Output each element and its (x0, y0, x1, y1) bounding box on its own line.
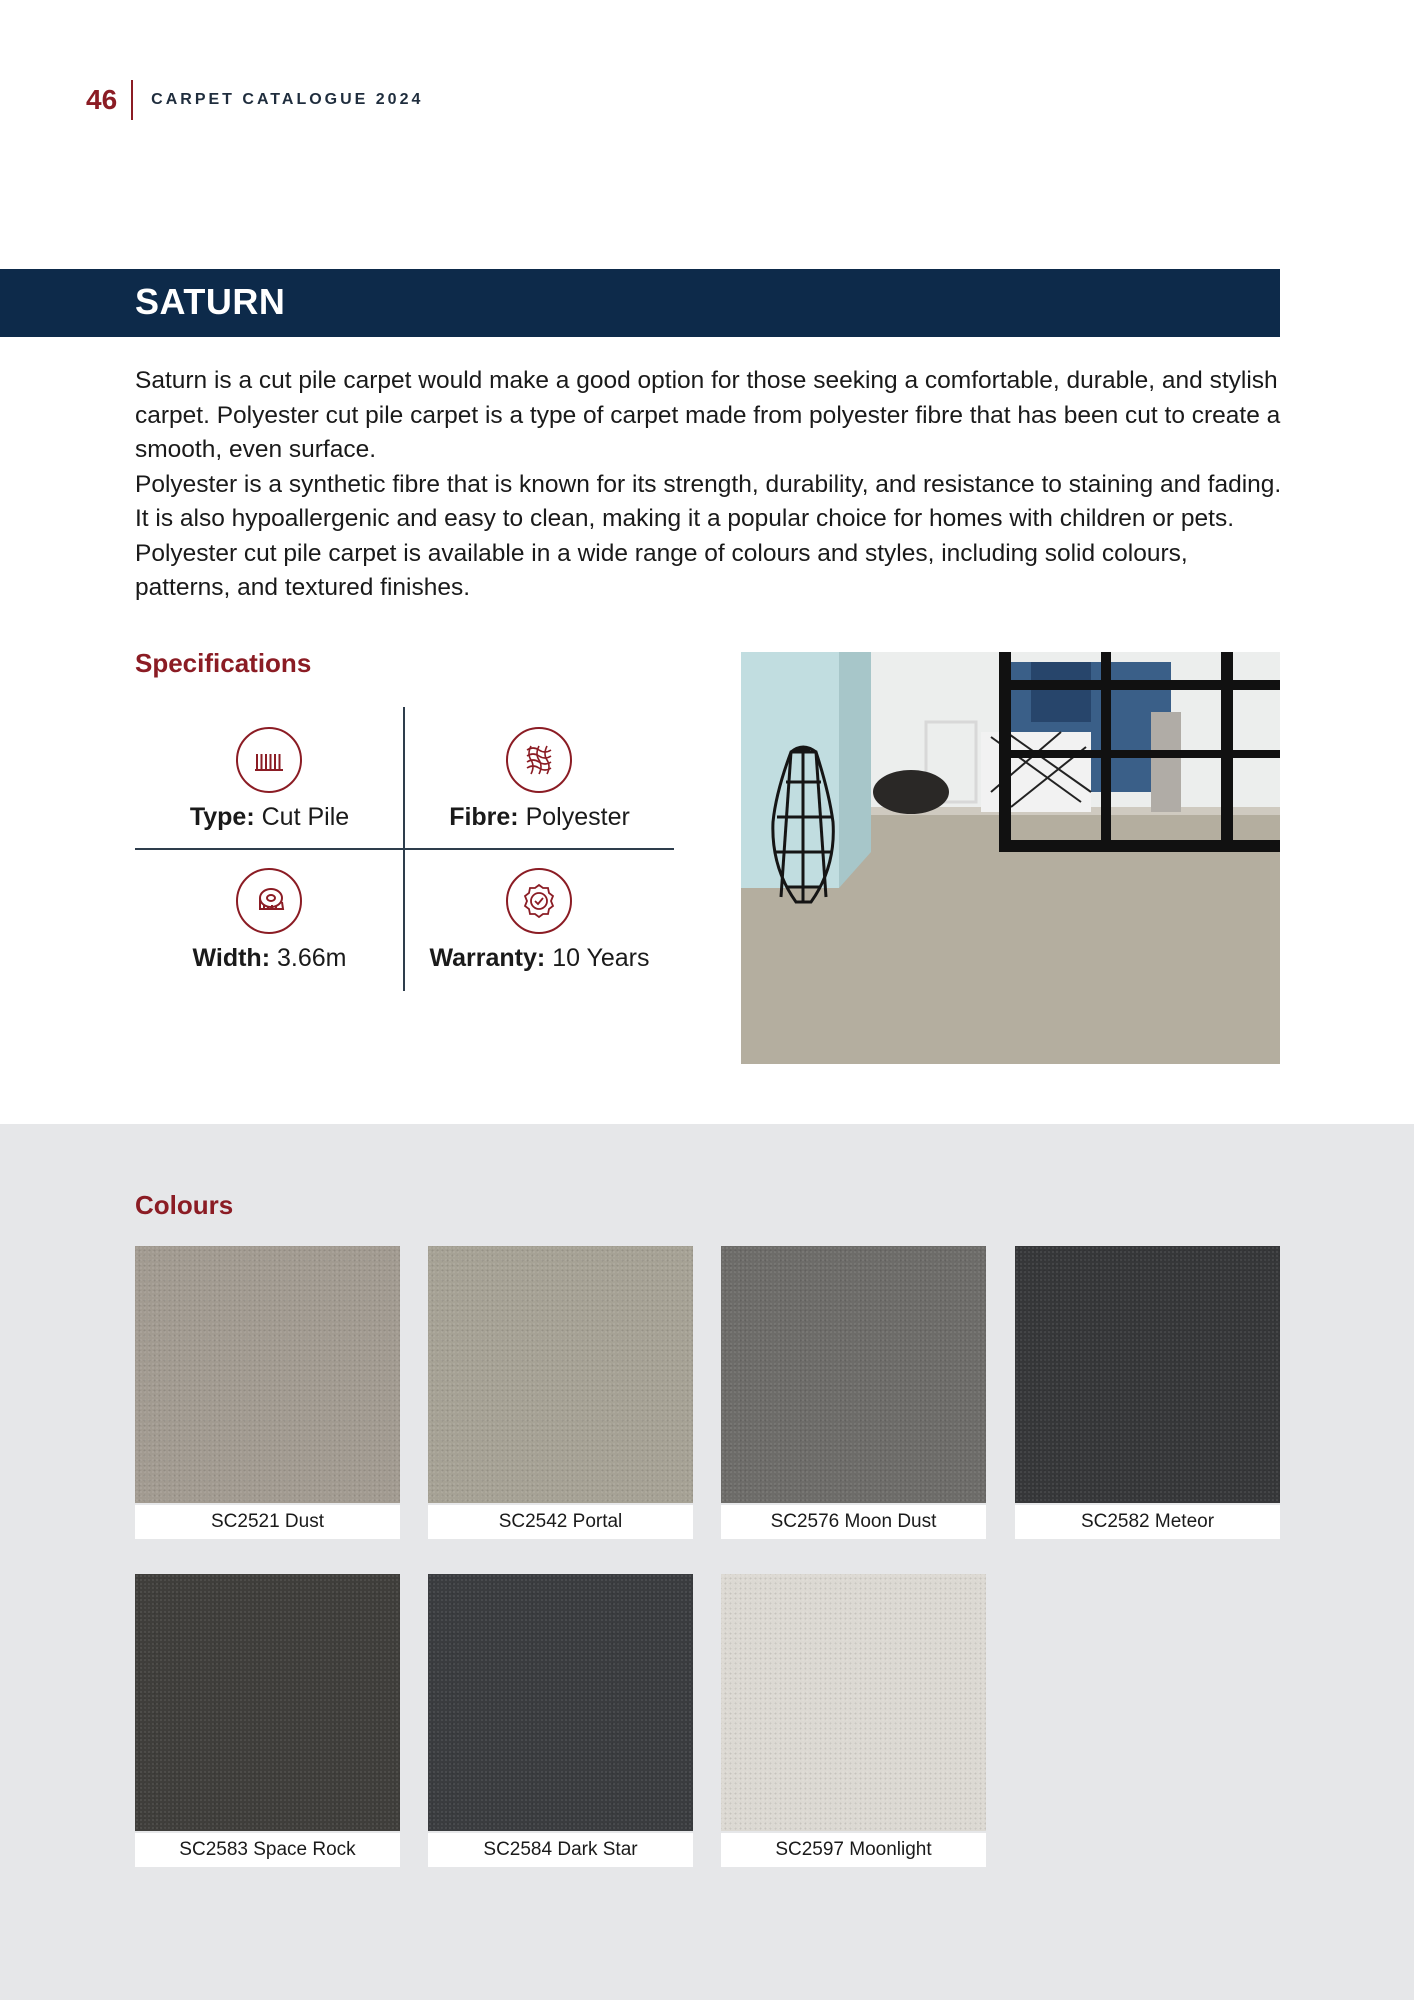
warranty-badge-icon (506, 868, 572, 934)
spec-fibre (405, 707, 674, 848)
room-scene (741, 652, 1280, 1064)
swatch-tile (428, 1574, 693, 1831)
tape-measure-icon (236, 868, 302, 934)
colours-section (0, 1124, 1414, 2000)
colour-swatch[interactable] (135, 1574, 400, 1867)
colour-swatch[interactable] (428, 1574, 693, 1867)
spec-type (135, 707, 404, 848)
spec-warranty (405, 850, 674, 991)
swatch-tile (721, 1574, 986, 1831)
swatch-caption: SC2582 Meteor (1015, 1505, 1280, 1539)
product-title: SATURN (135, 281, 286, 322)
description-paragraph: Saturn is a cut pile carpet would make a good option for those seeking a comfortable, durable, and stylish carpet. Polyester cut pile carpet is a type of carpet made from polyester fibre that has been cut to create a smooth, even surface. (135, 367, 1281, 463)
colour-swatch[interactable] (721, 1246, 986, 1539)
swatch-caption: SC2597 Moonlight (721, 1833, 986, 1867)
spec-warranty-label: Warranty: 10 Years (429, 944, 650, 972)
swatch-tile (1015, 1246, 1280, 1503)
product-description (135, 364, 1285, 606)
spec-width-label: Width: 3.66m (192, 944, 347, 972)
swatch-tile (135, 1246, 400, 1503)
swatch-caption: SC2542 Portal (428, 1505, 693, 1539)
spec-type-label: Type: Cut Pile (189, 803, 350, 831)
spec-width (135, 850, 404, 991)
catalogue-title: CARPET CATALOGUE 2024 (151, 91, 424, 108)
page-number: 46 (86, 84, 118, 115)
swatch-caption: SC2583 Space Rock (135, 1833, 400, 1867)
specifications-grid (135, 707, 674, 991)
colour-swatch[interactable] (135, 1246, 400, 1539)
swatch-caption: SC2521 Dust (135, 1505, 400, 1539)
swatch-caption: SC2584 Dark Star (428, 1833, 693, 1867)
swatch-caption: SC2576 Moon Dust (721, 1505, 986, 1539)
header-divider (131, 80, 133, 120)
fibre-icon (506, 727, 572, 793)
description-paragraph: Polyester is a synthetic fibre that is known for its strength, durability, and resistance to staining and fading. It is also hypoallergenic and easy to clean, making it a popular choice for homes with children or pets. Polyester cut pile carpet is available in a wide range of colours and styles, including solid colours, patterns, and textured finishes. (135, 470, 1282, 601)
spec-fibre-label: Fibre: Polyester (449, 803, 630, 831)
colour-swatch[interactable] (428, 1246, 693, 1539)
colours-heading: Colours (135, 1190, 234, 1220)
colour-swatch[interactable] (721, 1574, 986, 1867)
specifications-heading: Specifications (135, 648, 312, 678)
room-photo (741, 652, 1280, 1064)
page-header (86, 80, 423, 120)
swatch-tile (721, 1246, 986, 1503)
product-title-band (0, 269, 1280, 337)
colour-swatch[interactable] (1015, 1246, 1280, 1539)
swatch-tile (135, 1574, 400, 1831)
swatch-tile (428, 1246, 693, 1503)
cut-pile-icon (236, 727, 302, 793)
